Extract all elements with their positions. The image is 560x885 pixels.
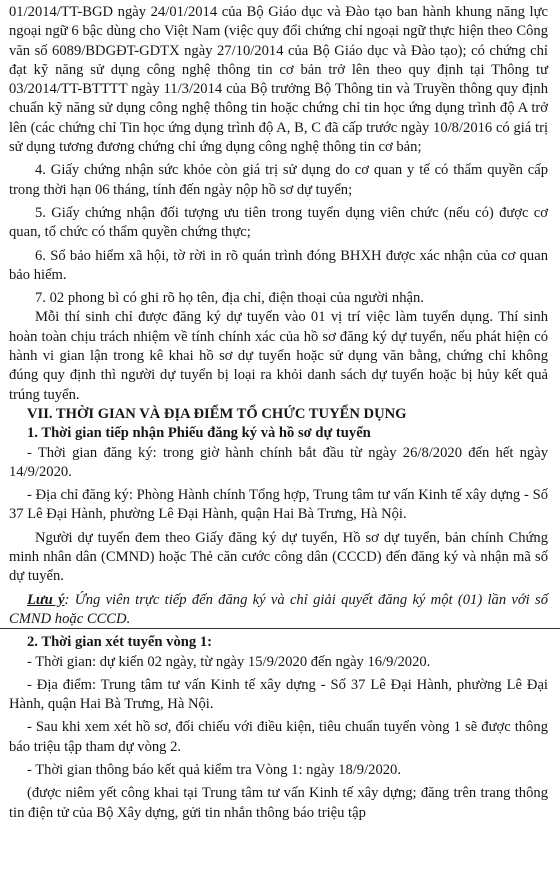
round1-time: - Thời gian: dự kiến 02 ngày, từ ngày 15/9/2020 đến ngày 16/9/2020. (27, 653, 431, 670)
item-6-social-insurance: 6. Sổ bảo hiểm xã hội, tờ rời in rõ quán trình đóng BHXH được xác nhận của cơ quan bảo hiểm. (9, 247, 548, 283)
subsection-1-heading: 1. Thời gian tiếp nhận Phiếu đăng ký và hồ sơ dự tuyển (27, 425, 371, 442)
item-4-health-certificate: 4. Giấy chứng nhận sức khỏe còn giá trị sử dụng do cơ quan y tế có thẩm quyền cấp trong thời hạn 06 tháng, tính đến ngày nộp hồ sơ dự tuyển; (9, 162, 548, 198)
section-vii-heading: VII. THỜI GIAN VÀ ĐỊA ĐIỂM TỔ CHỨC TUYỂN DỤNG (27, 405, 407, 422)
candidate-responsibility-paragraph: Mỗi thí sinh chỉ được đăng ký dự tuyển vào 01 vị trí việc làm tuyển dụng. Thí sinh hoàn toàn chịu trách nhiệm về tính chính xác của hồ sơ đăng ký dự tuyển, nếu phát hiện có hành vi gian lận trong kê khai hồ sơ dự tuyển hoặc sử dụng văn bằng, chứng chỉ không đúng quy định thì người dự tuyển bị loại ra khỏi danh sách dự tuyển hoặc bị hủy kết quả trúng tuyển. (9, 309, 548, 403)
divider-line (0, 628, 560, 629)
documents-to-bring: Người dự tuyển đem theo Giấy đăng ký dự tuyển, Hồ sơ dự tuyển, bản chính Chứng minh nhân dân (CMND) hoặc Thẻ căn cước công dân (CCCD) đến đăng ký và nhận mã số dự tuyển. (9, 529, 548, 585)
note-text: : Ứng viên trực tiếp đến đăng ký và chỉ giải quyết đăng ký một (01) lần với số CMND hoặc CCCD. (9, 591, 548, 627)
registration-time: - Thời gian đăng ký: trong giờ hành chính bắt đầu từ ngày 26/8/2020 đến hết ngày 14/9/2020. (9, 444, 548, 480)
subsection-2-heading: 2. Thời gian xét tuyển vòng 1: (27, 634, 212, 651)
item-7-envelopes: 7. 02 phong bì có ghi rõ họ tên, địa chỉ, điện thoại của người nhận. (35, 290, 424, 307)
item-5-priority-certificate: 5. Giấy chứng nhận đối tượng ưu tiên trong tuyển dụng viên chức (nếu có) được cơ quan, tổ chức có thẩm quyền chứng thực; (9, 204, 548, 241)
round1-publication: (được niêm yết công khai tại Trung tâm tư vấn Kinh tế xây dựng; đăng trên trang thông tin điện tử của Bộ Xây dựng, gửi tin nhắn thông báo triệu tập (9, 785, 548, 821)
qualification-paragraph: 01/2014/TT-BGD ngày 24/01/2014 của Bộ Giáo dục và Đào tạo ban hành khung năng lực ngoại ngữ 6 bậc dùng cho Việt Nam (việc quy đổi chứng chỉ ngoại ngữ thực hiện theo Công văn số 6089/BDGĐT-GDTX ngày 27/10/2014 của Bộ Giáo dục và Đào tạo); có chứng chỉ đạt kỹ năng sử dụng công nghệ thông tin cơ bản trở lên theo quy định tại Thông tư 03/2014/TT-BTTTT ngày 11/3/2014 của Bộ trưởng Bộ Thông tin và Truyền thông quy định chuẩn kỹ năng sử dụng công nghệ thông tin hoặc chứng chỉ tin học ứng dụng trình độ A trở lên (các chứng chỉ Tin học ứng dụng trình độ A, B, C đã cấp trước ngày 10/8/2016 có giá trị sử dụng tương đương chứng chỉ ứng dụng công nghệ thông tin cơ bản; (9, 4, 548, 156)
note-label: Lưu ý (27, 591, 65, 608)
round1-result-date: - Thời gian thông báo kết quả kiểm tra Vòng 1: ngày 18/9/2020. (27, 761, 401, 778)
registration-address: - Địa chỉ đăng ký: Phòng Hành chính Tổng hợp, Trung tâm tư vấn Kinh tế xây dựng - Số 37 Lê Đại Hành, phường Lê Đại Hành, quận Hai Bà Trưng, Hà Nội. (9, 487, 548, 523)
note-paragraph (9, 591, 548, 630)
round1-after-review: - Sau khi xem xét hồ sơ, đối chiếu với điều kiện, tiêu chuẩn tuyển vòng 1 sẽ được thông báo triệu tập tham dự vòng 2. (9, 719, 548, 755)
round1-place: - Địa điểm: Trung tâm tư vấn Kinh tế xây dựng - Số 37 Lê Đại Hành, phường Lê Đại Hành, quận Hai Bà Trưng, Hà Nội. (9, 676, 548, 713)
